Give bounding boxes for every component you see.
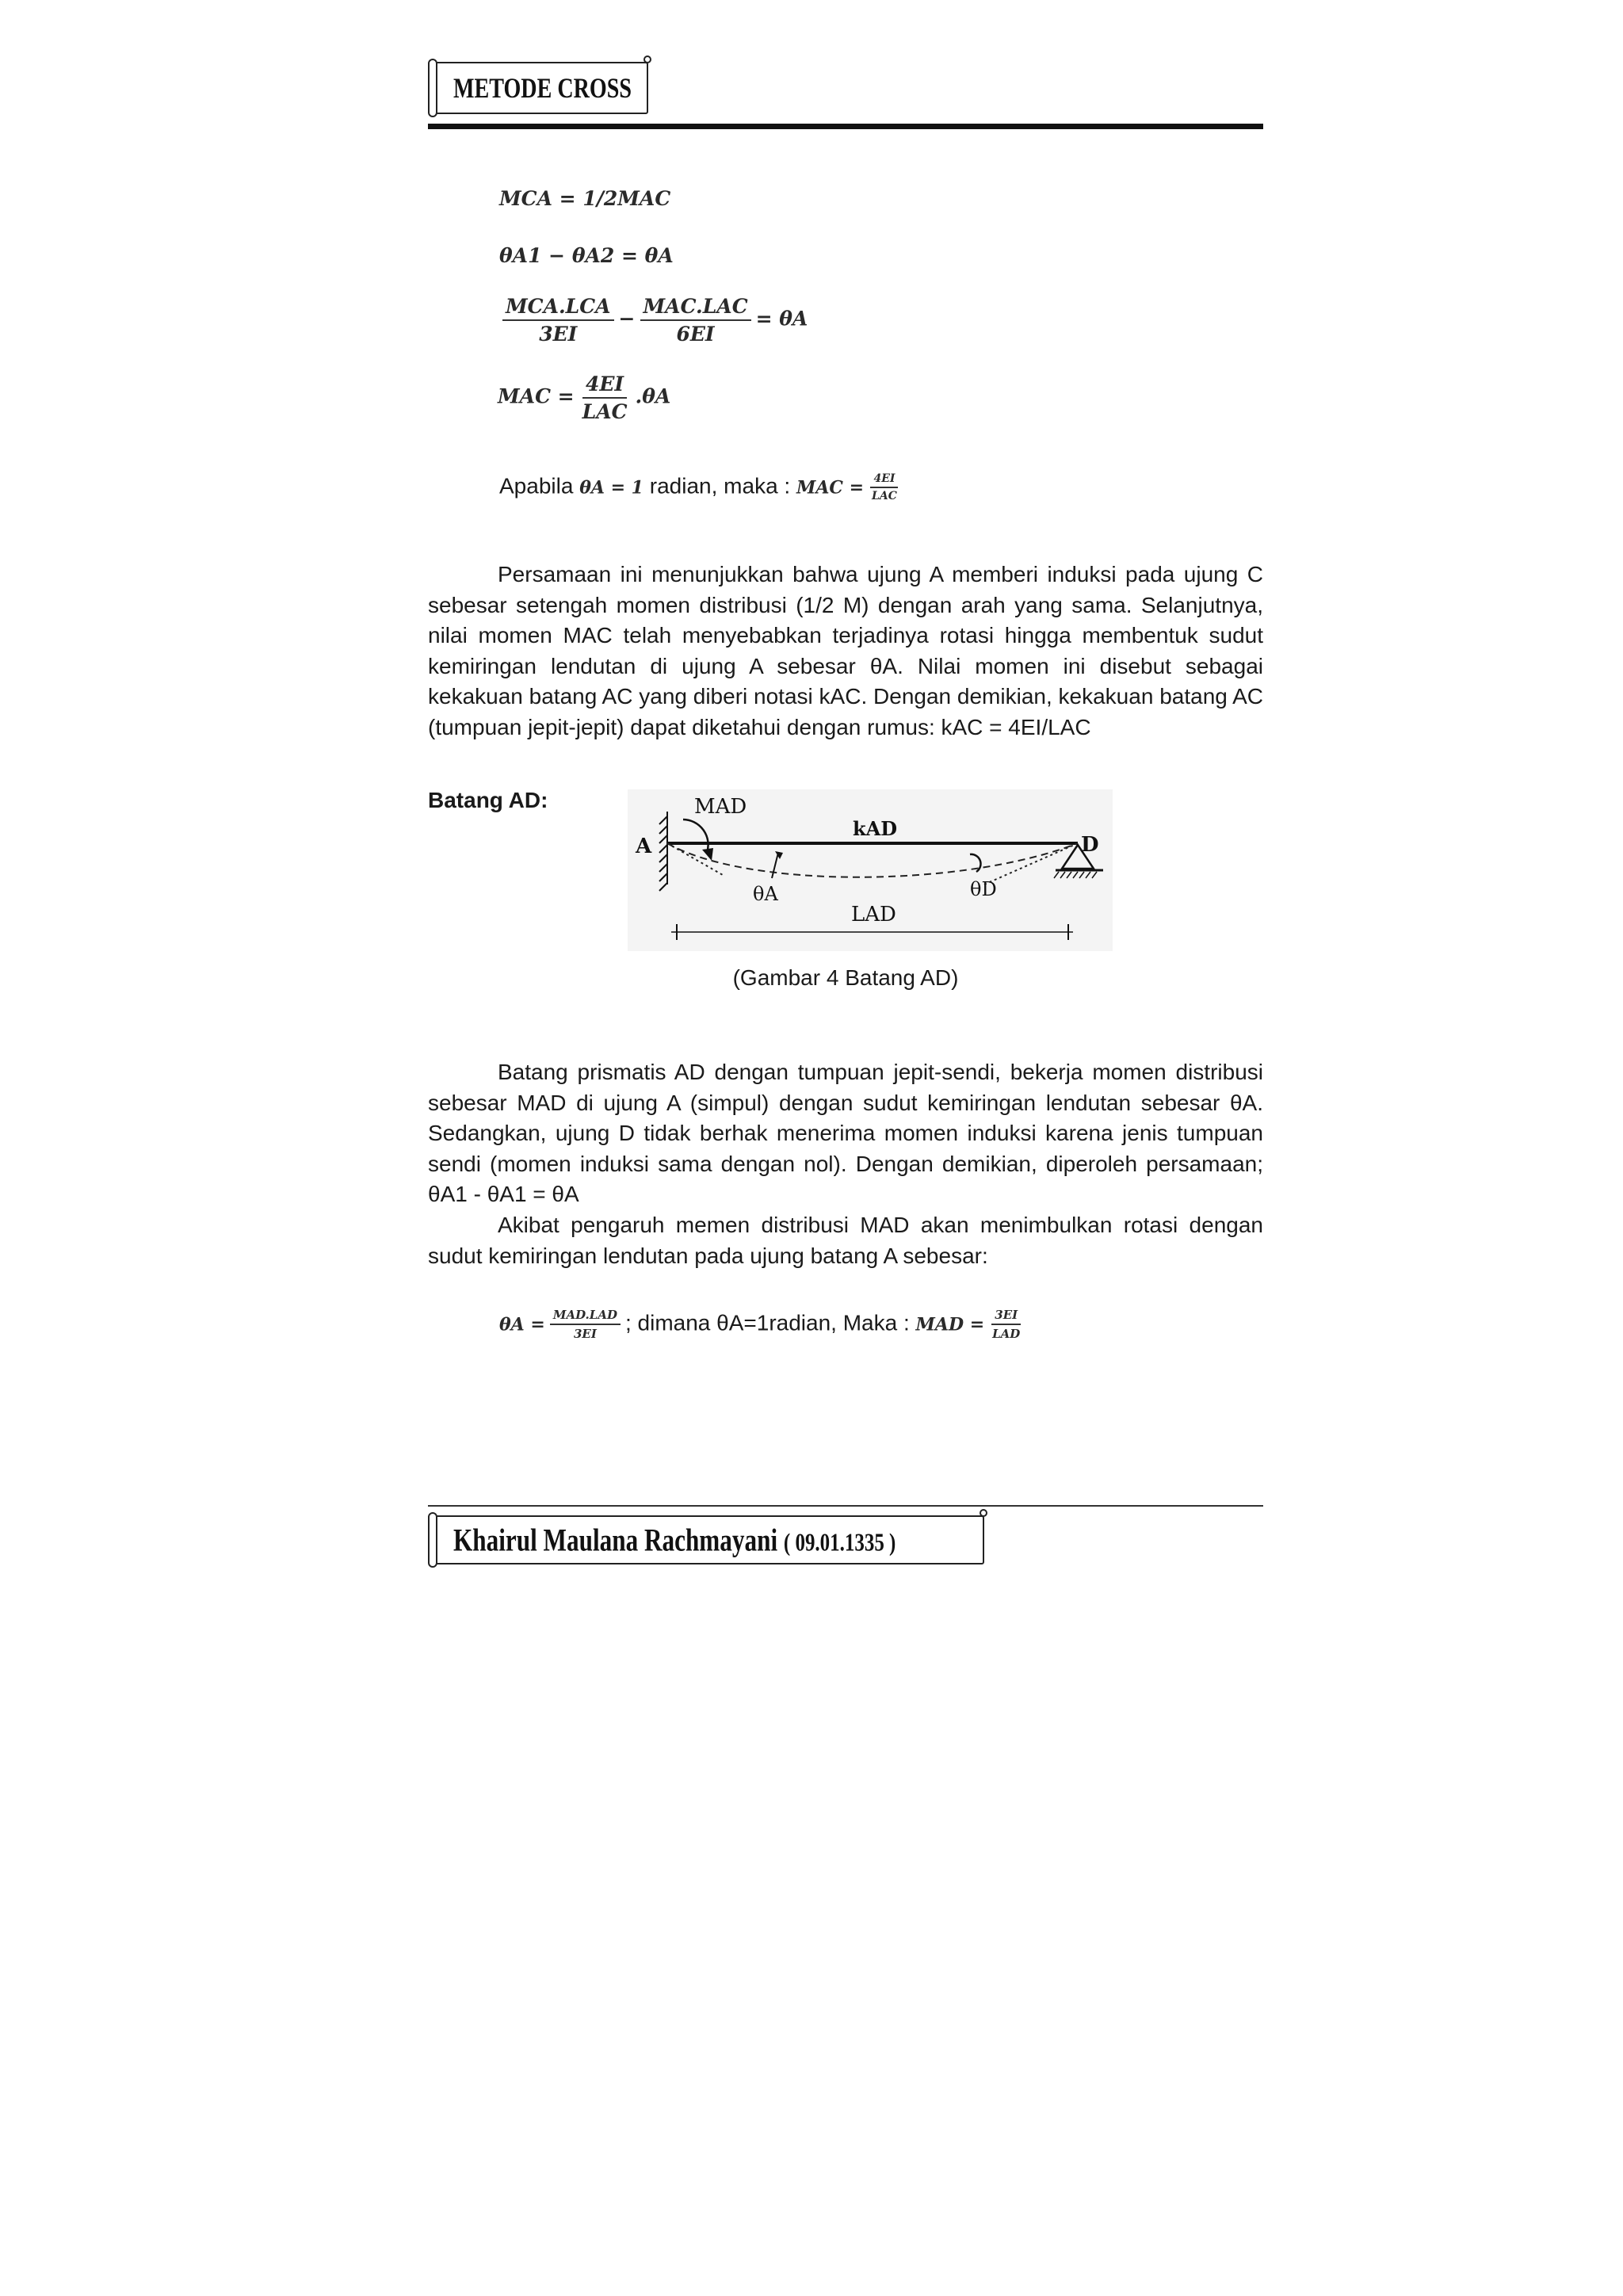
beam-diagram bbox=[628, 789, 1113, 951]
equation-rhs: .θA bbox=[635, 384, 671, 408]
equation-text: ; dimana θA=1radian, Maka : bbox=[624, 1310, 916, 1335]
fraction-denominator: LAC bbox=[582, 400, 628, 423]
header-title: METODE CROSS bbox=[453, 72, 632, 104]
moment-arrow-mad bbox=[683, 819, 708, 853]
paragraph-text: Akibat pengaruh memen distribusi MAD akan menimbulkan rotasi dengan sudut kemiringan lendutan pada ujung batang A sebesar: bbox=[428, 1212, 1263, 1268]
apabila-condition: θA = 1 bbox=[579, 477, 643, 499]
fraction-numerator: 4EI bbox=[582, 372, 627, 399]
apabila-text: Apabila bbox=[499, 473, 580, 499]
apabila-lhs: MAC = bbox=[796, 477, 865, 499]
footer-divider bbox=[428, 1505, 1263, 1507]
equation-rhs: = θA bbox=[755, 307, 808, 330]
paragraph-batang-ad bbox=[428, 1057, 1263, 1271]
fraction-mca bbox=[502, 295, 614, 346]
paragraph-text: Batang prismatis AD dengan tumpuan jepit-sendi, bekerja momen distribusi sebesar MAD di ujung A (simpul) dengan sudut kemiringan lendutan sebesar θA. Sedangkan, ujung D tidak berhak menerima momen induksi karena jenis tumpuan sendi (momen induksi sama dengan nol). Dengan demikian, diperoleh persamaan; θA1 - θA1 = θA bbox=[428, 1060, 1263, 1207]
footer-author bbox=[453, 1522, 896, 1559]
label-kad: kAD bbox=[853, 817, 898, 840]
figure-batang-ad bbox=[628, 789, 1113, 951]
fraction-denominator: 6EI bbox=[676, 323, 715, 346]
fraction-denominator: 3EI bbox=[539, 323, 578, 346]
label-theta-a: θA bbox=[753, 883, 778, 905]
equation-fraction bbox=[498, 295, 808, 346]
header-banner bbox=[434, 62, 648, 114]
fraction-denominator: LAC bbox=[872, 490, 897, 502]
deflection-curve bbox=[667, 843, 1078, 877]
fraction-numerator: MAD.LAD bbox=[550, 1308, 621, 1325]
section-heading-batang-ad: Batang AD: bbox=[428, 788, 548, 812]
paragraph-kekakuan-ac bbox=[428, 560, 1263, 743]
fraction-numerator: 3EI bbox=[991, 1308, 1021, 1325]
fraction-denominator: 3EI bbox=[573, 1327, 597, 1341]
header-divider bbox=[428, 124, 1263, 129]
fraction-numerator: MCA.LCA bbox=[502, 295, 614, 321]
equation-mac bbox=[498, 372, 670, 423]
tangent-a bbox=[667, 843, 723, 875]
equation-lhs-mad: MAD = bbox=[915, 1314, 985, 1335]
fraction-numerator: 4EI bbox=[870, 472, 898, 488]
paragraph-text: Persamaan ini menunjukkan bahwa ujung A memberi induksi pada ujung C sebesar setengah momen distribusi (1/2 M) dengan arah yang sama. Selanjutnya, nilai momen MAC telah menyebabkan terjadinya rotasi hingga membentuk sudut kemiringan lendutan di ujung A sebesar θA. Nilai momen ini disebut sebagai kekakuan batang AC yang diberi notasi kAC. Dengan demikian, kekakuan batang AC (tumpuan jepit-jepit) dapat diketahui dengan rumus: kAC = 4EI/LAC bbox=[428, 562, 1263, 739]
author-name: Khairul Maulana Rachmayani bbox=[453, 1522, 778, 1558]
figure-caption: (Gambar 4 Batang AD) bbox=[732, 965, 959, 990]
fraction-numerator: MAC.LAC bbox=[640, 295, 751, 321]
author-nim: ( 09.01.1335 ) bbox=[783, 1527, 896, 1557]
fraction-mac bbox=[640, 295, 751, 346]
label-theta-d: θD bbox=[970, 878, 997, 900]
equation-lhs: θA = bbox=[499, 1314, 545, 1335]
equation-lhs: MAC = bbox=[498, 384, 575, 408]
fraction-3ei-lad bbox=[989, 1308, 1023, 1341]
footer-banner bbox=[434, 1515, 984, 1564]
label-mad: MAD bbox=[694, 795, 747, 819]
label-lad: LAD bbox=[851, 903, 896, 926]
tangent-d bbox=[984, 843, 1078, 884]
fraction-4ei-lac bbox=[579, 372, 631, 423]
minus-sign: − bbox=[618, 307, 636, 330]
fixed-support-a bbox=[659, 812, 667, 891]
fraction-mad-lad bbox=[550, 1308, 621, 1341]
equation-final bbox=[499, 1308, 1028, 1341]
label-a: A bbox=[636, 835, 652, 858]
theta-a-arrow bbox=[772, 853, 778, 878]
fraction-denominator: LAD bbox=[992, 1327, 1021, 1341]
apabila-fraction bbox=[869, 472, 900, 502]
label-d: D bbox=[1081, 833, 1099, 857]
apabila-line bbox=[499, 472, 905, 502]
equation-theta: θA1 − θA2 = θA bbox=[499, 244, 674, 267]
apabila-mid-text: radian, maka : bbox=[643, 473, 796, 499]
equation-mca: MCA = 1/2MAC bbox=[499, 187, 671, 210]
